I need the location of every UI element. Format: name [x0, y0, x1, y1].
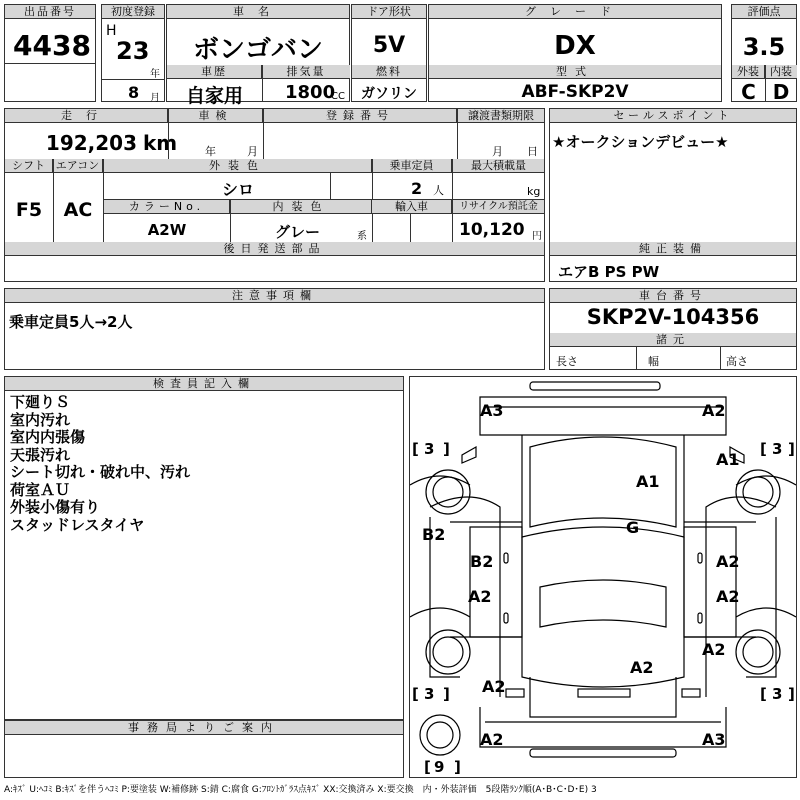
max-load-unit: kg [527, 185, 541, 198]
tire-fl-bracket: [ [412, 440, 419, 458]
mark-back-left: A2 [480, 730, 504, 749]
tire-fl-tread: 3 [424, 440, 435, 458]
inspector-label: 検査員記入欄 [5, 377, 403, 391]
model-label: 型式 [429, 65, 721, 79]
transfer-month-unit: 月 [492, 145, 503, 158]
inspection-label: 車検 [169, 109, 263, 123]
mark-hood-right: A1 [716, 450, 740, 469]
displacement-unit: CC [331, 91, 345, 102]
displacement-label: 排気量 [262, 65, 350, 79]
mark-rear-right: A2 [702, 640, 726, 659]
car-name: ボンゴバン [192, 35, 323, 65]
car-history: 自家用 [185, 85, 243, 107]
exterior-label: 外装 [732, 65, 765, 79]
mark-left-side: B2 [422, 525, 446, 544]
mileage: 192,203 [45, 131, 137, 155]
capacity: 2 [411, 179, 423, 198]
inspection-month-unit: 月 [247, 145, 258, 158]
year-unit: 年 [150, 69, 160, 80]
import-label: 輸入車 [372, 200, 452, 214]
recycle-unit: 円 [532, 231, 542, 242]
inspector-notes [10, 394, 190, 534]
door-label: ドア形状 [352, 5, 426, 19]
tire-rl-bracket-close: ] [443, 685, 450, 703]
grade: DX [554, 31, 596, 61]
inspector-line: 外装小傷有り [10, 498, 101, 516]
inspector-line: スタッドレスタイヤ [10, 515, 145, 534]
color: シロ [221, 180, 254, 199]
grade-label: グレード [429, 5, 721, 19]
grade-cell [428, 4, 722, 102]
mark-door-left-2: A2 [468, 587, 492, 606]
transfer-deadline-label: 譲渡書類期限 [458, 109, 544, 123]
mark-door-left-1: B2 [470, 552, 494, 571]
score-cell [731, 4, 797, 102]
max-load-label: 最大積載量 [453, 159, 544, 173]
tire-rl-tread: 3 [424, 685, 435, 703]
spare-tire-tread: 9 [434, 758, 445, 776]
fuel-label: 燃料 [352, 65, 426, 79]
mark-roof: G [626, 518, 640, 537]
details-block [4, 108, 545, 282]
mark-hood: A1 [636, 472, 660, 491]
interior-color-label: 内装色 [231, 200, 372, 214]
mark-door-right-1: A2 [716, 552, 740, 571]
spare-bracket: [ [424, 758, 431, 776]
equipment-label: 純正装備 [550, 242, 796, 256]
score: 3.5 [742, 33, 786, 61]
sales-point-block [549, 108, 797, 282]
mark-front-right: A2 [702, 401, 726, 420]
inspection-year-unit: 年 [205, 145, 216, 158]
van-outline-diagram [410, 377, 796, 777]
capacity-unit: 人 [433, 184, 444, 197]
first-registration-label: 初度登録 [102, 5, 164, 19]
shift-label: シフト [5, 159, 53, 173]
mark-rear-left: A2 [482, 677, 506, 696]
inspector-block [4, 376, 404, 720]
tire-fr-tread: 3 [772, 440, 783, 458]
length-label: 長さ [556, 355, 578, 368]
lot-number: 4438 [13, 29, 91, 62]
mark-rear-mid: A2 [630, 658, 654, 677]
chassis-label: 車台番号 [550, 289, 796, 303]
tire-fr-bracket-close: ] [788, 440, 795, 458]
registration-month: 8 [128, 83, 140, 102]
displacement: 1800 [285, 82, 336, 103]
aircon: AC [63, 199, 93, 221]
exterior-grade: C [741, 80, 756, 104]
lot-number-cell [4, 4, 96, 102]
mark-front-left: A3 [480, 401, 504, 420]
car-name-label: 車名 [167, 5, 349, 19]
chassis-block [549, 288, 797, 370]
model-code: ABF-SKP2V [521, 82, 629, 102]
shift: F5 [15, 199, 43, 221]
damage-diagram [409, 376, 797, 778]
fuel: ガソリン [361, 86, 417, 102]
color-number: A2W [147, 221, 187, 239]
equipment: エアB PS PW [558, 263, 660, 281]
mark-door-right-2: A2 [716, 587, 740, 606]
inspector-line: 室内汚れ [10, 410, 71, 429]
caution-block [4, 288, 545, 370]
registration-number-label: 登録番号 [264, 109, 457, 123]
chassis-number: SKP2V-104356 [586, 305, 760, 329]
era-label: H [106, 23, 117, 39]
tire-rr-tread: 3 [772, 685, 783, 703]
inspector-line: 室内内張傷 [10, 428, 86, 446]
inspector-line: シート切れ・破れ中、汚れ [10, 463, 191, 481]
interior-color-unit: 系 [357, 231, 367, 242]
later-parts-label: 後日発送部品 [5, 242, 544, 256]
transfer-day-unit: 日 [527, 145, 538, 158]
mileage-unit: km [143, 131, 178, 155]
office-label: 事務局よりご案内 [5, 721, 403, 735]
door-cell [351, 4, 427, 102]
caution-label: 注意事項欄 [5, 289, 544, 303]
sales-point-label: セールスポイント [550, 109, 796, 123]
inspector-line: 荷室ＡＵ [10, 480, 71, 499]
tire-rr-bracket: [ [760, 685, 767, 703]
caution-text: 乗車定員5人→2人 [9, 313, 133, 331]
mark-back-right: A3 [702, 730, 726, 749]
sales-point-text: ★オークションデビュー★ [552, 133, 729, 151]
recycle-label: リサイクル預託金 [453, 200, 544, 214]
score-label: 評価点 [732, 5, 796, 19]
mileage-label: 走行 [5, 109, 168, 123]
interior-color: グレー [275, 223, 321, 241]
color-number-label: カラーNo. [104, 200, 230, 214]
tire-rr-bracket-close: ] [788, 685, 795, 703]
registration-year: 23 [116, 37, 150, 65]
door-type: 5V [372, 33, 406, 58]
first-registration-cell [101, 4, 165, 102]
spec-label: 諸元 [550, 333, 796, 347]
recycle-fee: 10,120 [459, 220, 525, 240]
tire-rl-bracket: [ [412, 685, 419, 703]
lot-number-label: 出品番号 [5, 5, 95, 19]
car-name-cell [166, 4, 350, 107]
width-label: 幅 [648, 355, 659, 368]
legend-footer: A:ｷｽﾞ U:ﾍｺﾐ B:ｷｽﾞを伴うﾍｺﾐ P:要塗装 W:補修跡 S:錆 C:腐食 G:ﾌﾛﾝﾄｶﾞﾗｽ点ｷｽﾞ XX:交換済み X:要交換 内・外装評価 5段階ﾗﾝｸ順(A･B･C･D･E) 3 [4, 785, 597, 795]
inspector-line: 天張汚れ [10, 445, 71, 464]
inspector-line: 下廻りＳ [10, 393, 71, 411]
tire-fr-bracket: [ [760, 440, 767, 458]
car-history-label: 車歴 [167, 65, 262, 79]
spare-bracket-close: ] [454, 758, 461, 776]
interior-grade: D [772, 80, 790, 104]
month-unit: 月 [150, 93, 160, 104]
tire-fl-bracket-close: ] [443, 440, 450, 458]
color-label: 外装色 [104, 159, 372, 173]
office-block [4, 720, 404, 778]
aircon-label: エアコン [53, 159, 103, 173]
capacity-label: 乗車定員 [372, 159, 452, 173]
height-label: 高さ [726, 355, 748, 368]
interior-label: 内装 [765, 65, 797, 79]
